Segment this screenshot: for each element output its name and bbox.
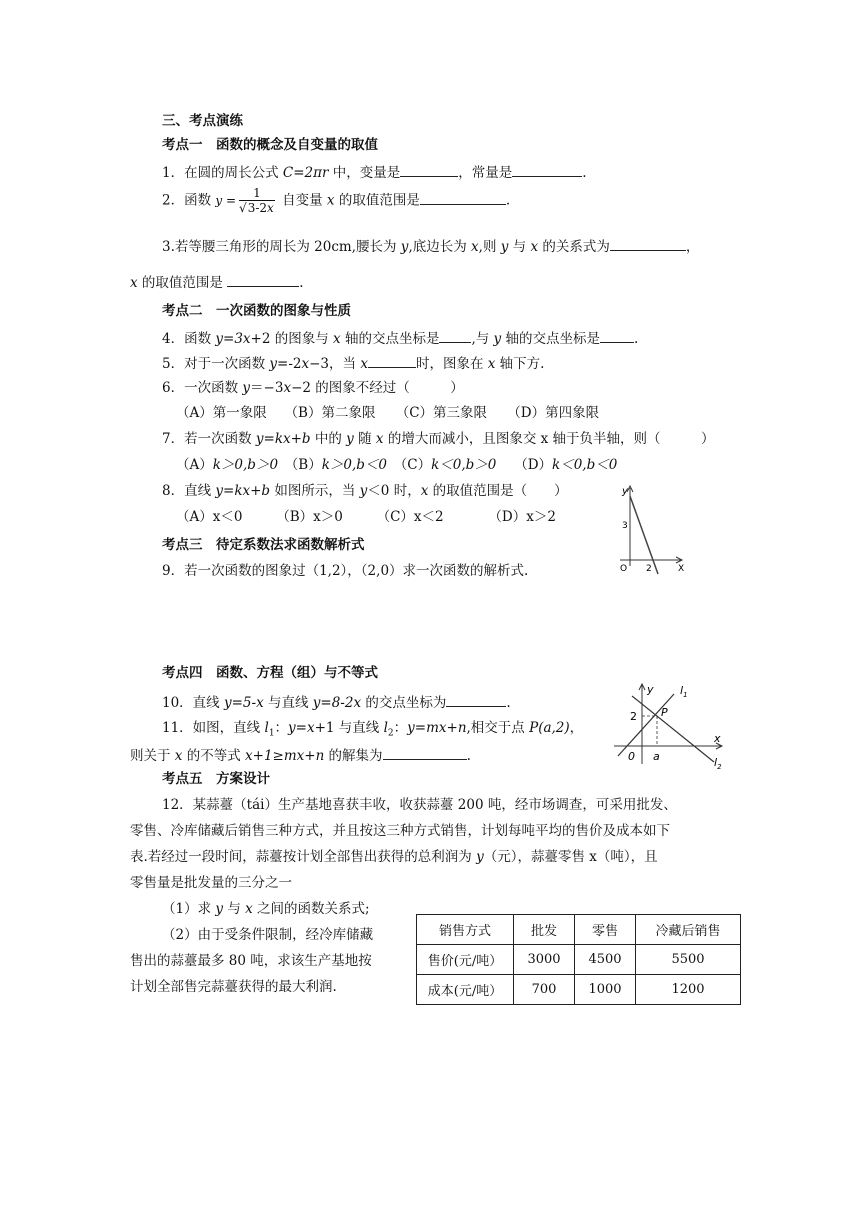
table-cell: 5500 <box>636 945 741 975</box>
answer-blank[interactable] <box>368 353 416 368</box>
graph-q8 <box>610 480 690 576</box>
question-12-sub1: （1）求 y 与 x 之间的函数关系式; <box>162 901 370 917</box>
question-10: 10．直线 y=5-x 与直线 y=8-2x 的交点坐标为 . <box>162 692 511 712</box>
question-7: 7．若一次函数 y=kx+b 中的 y 随 x 的增大而减小，且图象交 x 轴于负半轴，则（ ） <box>162 431 715 447</box>
table-cell: 成本(元/吨） <box>417 975 514 1005</box>
question-12-line3: 表.若经过一段时间，蒜薹按计划全部售出获得的总利润为 y（元），蒜薹零售 x（吨），且 <box>130 849 658 865</box>
sales-table <box>416 914 741 1005</box>
origin-label: O <box>620 564 628 574</box>
table-cell: 售价(元/吨） <box>417 945 514 975</box>
answer-blank[interactable] <box>400 162 458 177</box>
question-12-line1: 12．某蒜薹（tái）生产基地喜获丰收，收获蒜薹 200 吨，经市场调查，可采用批发、 <box>162 797 677 813</box>
heading-k5: 考点五 方案设计 <box>162 771 270 787</box>
table-header-cell: 零售 <box>575 915 636 945</box>
answer-blank[interactable] <box>383 745 467 760</box>
table-header-cell: 批发 <box>514 915 575 945</box>
section-title: 三、考点演练 <box>162 113 243 129</box>
answer-blank[interactable] <box>439 328 471 343</box>
answer-blank[interactable] <box>610 236 686 251</box>
table-header-row <box>417 915 741 945</box>
origin-label: 0 <box>628 750 635 763</box>
x-axis-label: X <box>678 564 685 574</box>
question-8: 8．直线 y=kx+b 如图所示，当 y＜0 时，x 的取值范围是（ ） <box>162 483 568 499</box>
point-a-label: a <box>653 750 660 763</box>
table-row <box>417 945 741 975</box>
line-l2-label: $l_2$ <box>714 756 722 771</box>
graph-line <box>630 496 658 574</box>
question-6: 6．一次函数 y＝−3x−2 的图象不经过（ ） <box>162 380 464 396</box>
question-12-line2: 零售、冷库储藏后销售三种方式，并且按这三种方式销售，计划每吨平均的售价及成本如下 <box>130 823 670 839</box>
heading-k4: 考点四 函数、方程（组）与不等式 <box>162 665 378 681</box>
question-9: 9．若一次函数的图象过（1,2），（2,0）求一次函数的解析式. <box>162 563 529 579</box>
question-5: 5．对于一次函数 y=-2x−3，当 x 时，图象在 x 轴下方. <box>162 353 544 373</box>
question-2: 2．函数 y = $\frac{1}{√3-2x}$ 自变量 x 的取值范围是 . <box>162 186 511 215</box>
question-12-line4: 零售量是批发量的三分之一 <box>130 875 292 891</box>
question-4: 4．函数 y=3x+2 的图象与 x 轴的交点坐标是 ,与 y 轴的交点坐标是 . <box>162 328 638 348</box>
table-cell: 3000 <box>514 945 575 975</box>
question-1: 1．在圆的周长公式 C=2πr 中，变量是 ，常量是 . <box>162 162 587 182</box>
table-header-cell: 冷藏后销售 <box>636 915 741 945</box>
answer-blank[interactable] <box>446 692 506 707</box>
line-l2 <box>632 696 714 762</box>
question-3: 3.若等腰三角形的周长为 20cm,腰长为 y,底边长为 x,则 y 与 x 的关系式为 ， <box>162 236 699 256</box>
graph-q11 <box>610 676 730 772</box>
question-7-options: （A）k＞0,b＞0 （B）k＞0,b＜0 （C）k＜0,b＞0 （D）k＜0,b＜0 <box>176 457 618 473</box>
question-12-sub2-line2: 售出的蒜薹最多 80 吨，求该生产基地按 <box>130 953 372 969</box>
x-intercept-label: 2 <box>646 564 652 574</box>
y-intercept-label: 3 <box>622 521 628 531</box>
question-6-options: （A）第一象限 （B）第二象限 （C）第三象限 （D）第四象限 <box>176 405 600 421</box>
y-axis-label: y <box>647 683 654 696</box>
question-11-line2: 则关于 x 的不等式 x+1≥mx+n 的解集为 . <box>130 745 471 765</box>
y-axis-label: y <box>622 486 628 497</box>
table-cell: 700 <box>514 975 575 1005</box>
answer-blank[interactable] <box>420 190 506 205</box>
answer-blank[interactable] <box>600 328 634 343</box>
table-cell: 1000 <box>575 975 636 1005</box>
y-value-label: 2 <box>630 710 637 723</box>
question-8-options: （A）x＜0 （B）x＞0 （C）x＜2 （D）x＞2 <box>176 509 556 525</box>
table-cell: 4500 <box>575 945 636 975</box>
fraction: $\frac{1}{√3-2x}$ <box>239 186 274 215</box>
question-12-sub2-line1: （2）由于受条件限制，经冷库储藏 <box>162 927 374 943</box>
table-row <box>417 975 741 1005</box>
question-12-sub2-line3: 计划全部售完蒜薹获得的最大利润. <box>130 979 337 995</box>
x-axis-label: x <box>714 732 721 745</box>
table-cell: 1200 <box>636 975 741 1005</box>
point-p-label: P <box>661 706 668 719</box>
table-header-cell: 销售方式 <box>417 915 514 945</box>
line-l1 <box>618 694 674 756</box>
heading-k1: 考点一 函数的概念及自变量的取值 <box>162 137 378 153</box>
heading-k3: 考点三 待定系数法求函数解析式 <box>162 537 365 553</box>
question-11: 11．如图，直线 $l_1$：y=x+1 与直线 $l_2$：y=mx+n,相交于点 P(a,2)， <box>162 720 584 739</box>
question-3-line2: x 的取值范围是 . <box>130 272 304 292</box>
heading-k2: 考点二 一次函数的图象与性质 <box>162 303 351 319</box>
line-l1-label: $l_1$ <box>680 684 688 699</box>
answer-blank[interactable] <box>512 162 582 177</box>
answer-blank[interactable] <box>227 272 299 287</box>
